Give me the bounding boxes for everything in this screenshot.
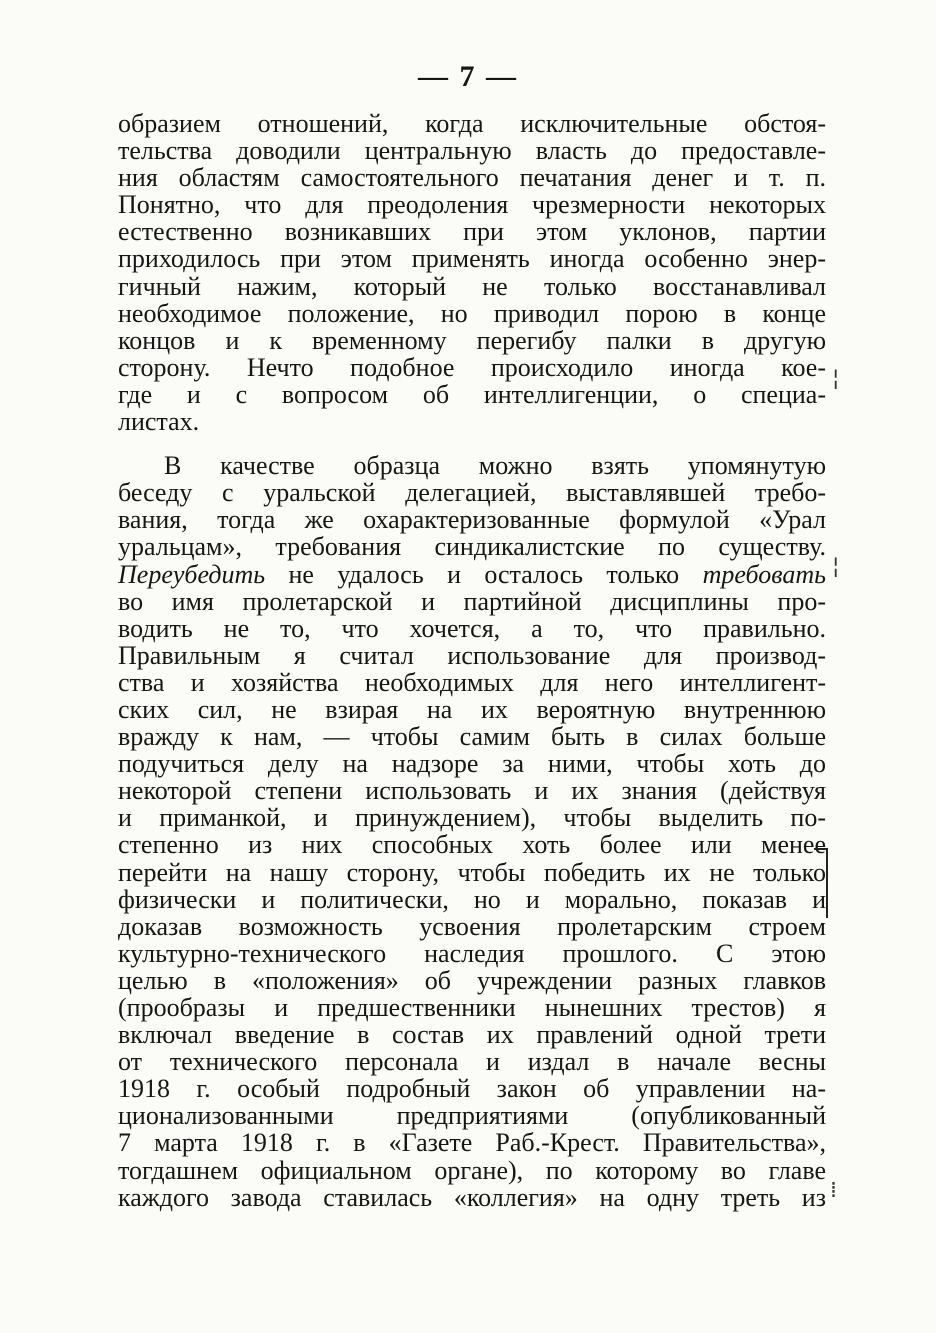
text-line: от технического персонала и издал в начале весны — [118, 1047, 826, 1077]
text-line: подучиться делу на надзоре за ними, чтобы хоть до — [118, 749, 826, 779]
margin-mark: ¦ — [832, 366, 840, 391]
text-line: культурно-технического наследия прошлого. С этою — [118, 938, 826, 968]
text-line: тельства доводили центральную власть до предоставле- — [118, 136, 826, 166]
text-line: В качестве образца можно взять упомянутую — [164, 451, 826, 481]
text-line: образием отношений, когда исключительные обстоя- — [118, 109, 826, 138]
page-text — [118, 110, 826, 1211]
text-line: тогдашнем официальном органе), по которому во главе — [118, 1155, 826, 1185]
emphasis-text: требовать — [702, 559, 826, 589]
text-line: беседу с уральской делегацией, выставлявшей требо- — [118, 478, 826, 508]
text-line: Понятно, что для преодоления чрезмерности некоторых — [118, 190, 826, 220]
text-line: доказав возможность усвоения пролетарским строем — [118, 911, 826, 941]
text-line: некоторой степени использовать и их знания (действуя — [118, 776, 826, 806]
text-line: Правильным я считал использование для производ- — [118, 640, 826, 670]
text-line: целью в «положения» об учреждении разных главков — [118, 965, 826, 995]
page-number: — 7 — — [418, 60, 518, 93]
text-line: гичный нажим, который не только восстанавливал — [118, 271, 826, 301]
text-line: ния областям самостоятельного печатания денег и т. п. — [118, 163, 826, 193]
text-line: степенно из них способных хоть более или менее — [118, 830, 826, 860]
text-line: необходимое положение, но приводил порою в конце — [118, 298, 826, 328]
text-line: 1918 г. особый подробный закон об управлении на- — [118, 1074, 826, 1104]
margin-bracket — [814, 848, 828, 918]
text-line: ства и хозяйства необходимых для него интеллигент- — [118, 667, 826, 697]
text-line: и приманкой, и принуждением), чтобы выделить по- — [118, 803, 826, 833]
text-line: физически и политически, но и морально, показав и — [118, 884, 826, 914]
margin-mark: ⁞ — [830, 1178, 837, 1203]
text-line-mixed — [118, 561, 826, 588]
text-line: естественно возникавших при этом уклонов, партии — [118, 217, 826, 247]
text-line: ционализованными предприятиями (опубликованный — [118, 1101, 826, 1131]
text-line: сторону. Нечто подобное происходило иногда кое- — [118, 352, 826, 382]
text-line: вания, тогда же охарактеризованные формулой «Урал — [118, 505, 826, 535]
emphasis-text: Переубедить — [118, 559, 266, 589]
text-line: (прообразы и предшественники нынешних трестов) я — [118, 993, 826, 1022]
text-line: листах. — [118, 407, 200, 437]
margin-mark: ¦ — [832, 554, 840, 579]
text-line: ских сил, не взирая на их вероятную внутреннюю — [118, 694, 826, 724]
text-line: водить не то, что хочется, а то, что правильно. — [118, 613, 826, 643]
text-line: где и с вопросом об интеллигенции, о специа- — [118, 379, 826, 409]
paragraph — [118, 110, 826, 435]
text-line: каждого завода ставилась «коллегия» на одну треть из — [118, 1182, 826, 1212]
text-line: включал введение в состав их правлений одной трети — [118, 1020, 826, 1050]
text-line: концов и к временному перегибу палки в другую — [118, 325, 826, 355]
text-line: 7 марта 1918 г. в «Газете Раб.-Крест. Правительства», — [118, 1128, 826, 1158]
plain-text: не удалось и осталось только — [265, 559, 703, 589]
text-line: вражду к нам, — чтобы самим быть в силах больше — [118, 722, 826, 752]
paragraph — [118, 452, 826, 1211]
text-line: перейти на нашу сторону, чтобы победить их не только — [118, 857, 826, 887]
text-line: во имя пролетарской и партийной дисциплины про- — [118, 586, 826, 616]
text-line: уральцам», требования синдикалистские по существу. — [118, 532, 826, 562]
text-line: приходилось при этом применять иногда особенно энер- — [118, 244, 826, 274]
